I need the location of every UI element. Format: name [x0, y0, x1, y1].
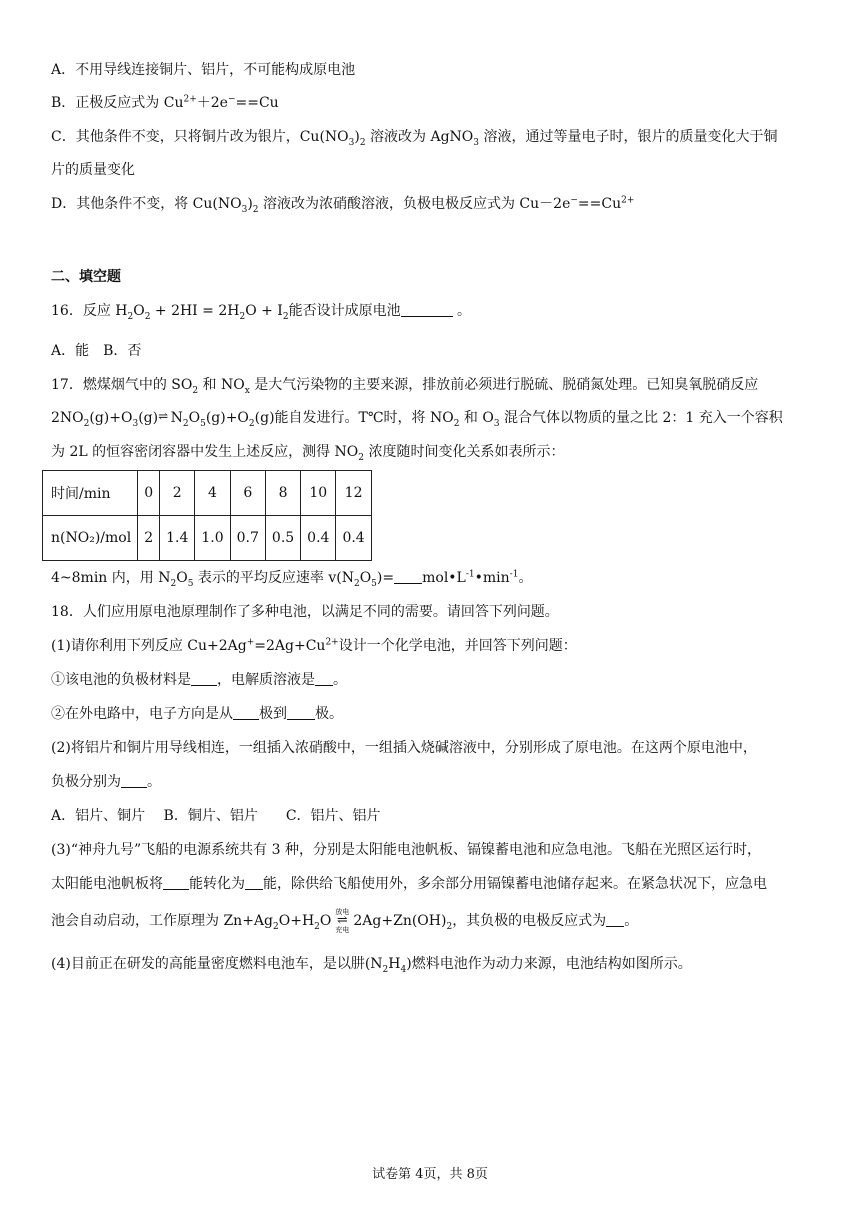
- q18-part2-line2: 负极分别为 。: [51, 774, 161, 790]
- q18-part3-line1: (3)“神舟九号”飞船的电源系统共有 3 种，分别是太阳能电池帆板、镉镍蓄电池和应急电池。飞船在光照区运行时，: [51, 842, 761, 858]
- table-cell: 2: [138, 516, 160, 561]
- q15-option-c-line1: C．其他条件不变，只将铜片改为银片，$Cu(NO_3)_2$ 溶液改为 AgNO$_3$ 溶液，通过等量电子时，银片的质量变化大于铜: [51, 129, 778, 148]
- q18-part2-line1: (2)将铝片和铜片用导线相连，一组插入浓硝酸中，一组插入烧碱溶液中，分别形成了原电池。在这两个原电池中，: [51, 740, 757, 756]
- q18-part3-line3: 池会自动启动，工作原理为 $Zn+Ag_2O+H_2O$ 放电 ⇌ 充电 $2Ag+Zn(OH)_2$，其负极的电极反应式为 。: [51, 908, 639, 934]
- q15-option-c-line2: 片的质量变化: [51, 162, 135, 178]
- q17-line2: $2NO_2(g)+O_3(g)\rightleftharpoons$ $N_2O_5(g)+O_2(g)$能自发进行。T℃时，将 $NO_2$ 和 $O_3$ 混合气体以物质的量之比 2：1 充入一个容积: [51, 406, 783, 428]
- q16-answer-blank[interactable]: [401, 302, 453, 317]
- table-row-no2: [43, 516, 372, 561]
- table-row-time: [43, 471, 372, 516]
- electron-to-blank[interactable]: [287, 705, 315, 720]
- table-cell: 0.5: [265, 516, 300, 561]
- table-cell: 0.7: [230, 516, 265, 561]
- table-cell: 8: [265, 471, 300, 516]
- table-cell: 10: [301, 471, 336, 516]
- table-cell: 4: [195, 471, 230, 516]
- q18-part1-i: ①该电池的负极材料是 ，电解质溶液是 。: [51, 672, 347, 688]
- table-cell: 6: [230, 471, 265, 516]
- energy-to-blank[interactable]: [245, 875, 263, 890]
- q18-part3-line2: 太阳能电池帆板将 能转化为 能，除供给飞船使用外，多余部分用镉镍蓄电池储存起来。在紧急状况下，应急电: [51, 876, 767, 892]
- q17-rate-blank[interactable]: [394, 569, 422, 584]
- q18-part2-options: A．铝片、铜片 B．铜片、铝片 C．铝片、铝片: [51, 808, 381, 824]
- q16-options: A．能 B．否: [51, 343, 142, 359]
- q15-option-b: B．正极反应式为 $Cu^{2+}+2e^-==Cu$: [51, 94, 279, 111]
- q18-part4: (4)目前正在研发的高能量密度燃料电池车，是以肼$(N_2H_4)$燃料电池作为动力来源，电池结构如图所示。: [51, 956, 692, 975]
- table-cell: 2: [160, 471, 195, 516]
- energy-from-blank[interactable]: [163, 875, 189, 890]
- table-cell: 0.4: [336, 516, 371, 561]
- q18-part2-blank[interactable]: [121, 773, 147, 788]
- table-cell: 1.4: [160, 516, 195, 561]
- table-cell: 1.0: [195, 516, 230, 561]
- section-title-fill-in: 二、填空题: [51, 269, 121, 285]
- reversible-arrow-icon: ⇌: [158, 409, 167, 423]
- q16-stem: 16．反应 $H_2O_2 + 2HI = 2H_2O + I_2$能否设计成原电池 。: [51, 303, 472, 322]
- negative-electrode-blank[interactable]: [191, 671, 217, 686]
- table-header-time: 时间/min: [43, 471, 138, 516]
- reversible-arrow-icon: 放电 ⇌ 充电: [335, 908, 350, 934]
- q17-line3: 为 2L 的恒容密闭容器中发生上述反应，测得 $NO_2$ 浓度随时间变化关系如表所示：: [51, 444, 565, 463]
- q18-part1-stem: (1)请你利用下列反应 $Cu+2Ag^+=2Ag+Cu^{2+}$设计一个化学电池，并回答下列问题：: [51, 637, 577, 654]
- electrolyte-blank[interactable]: [315, 671, 333, 686]
- electron-from-blank[interactable]: [233, 705, 259, 720]
- q17-rate-question: 4~8min 内，用 $N_2O_5$ 表示的平均反应速率 $v(N_2O_5)=$ $mol•L^{-1}•\min^{-1}$。: [51, 569, 533, 589]
- page-footer: 试卷第 4页，共 8页: [372, 1167, 488, 1182]
- no2-data-table: [42, 470, 372, 561]
- q17-line1: 17．燃煤烟气中的 $SO_2$ 和 $NO_x$ 是大气污染物的主要来源，排放前必须进行脱硫、脱硝氮处理。已知臭氧脱硝反应: [51, 377, 759, 396]
- table-cell: 12: [336, 471, 371, 516]
- table-header-no2: n(NO₂)/mol: [43, 516, 138, 561]
- table-cell: 0.4: [301, 516, 336, 561]
- q18-intro: 18．人们应用原电池原理制作了多种电池，以满足不同的需要。请回答下列问题。: [51, 604, 559, 620]
- table-cell: 0: [138, 471, 160, 516]
- q18-part1-ii: ②在外电路中，电子方向是从 极到 极。: [51, 706, 343, 722]
- negative-electrode-equation-blank[interactable]: [606, 912, 624, 927]
- q15-option-d: D．其他条件不变，将 $Cu(NO_3)_2$ 溶液改为浓硝酸溶液，负极电极反应式为 $Cu-2e^-==Cu^{2+}$: [51, 195, 635, 215]
- q15-option-a: A．不用导线连接铜片、铝片，不可能构成原电池: [51, 62, 356, 78]
